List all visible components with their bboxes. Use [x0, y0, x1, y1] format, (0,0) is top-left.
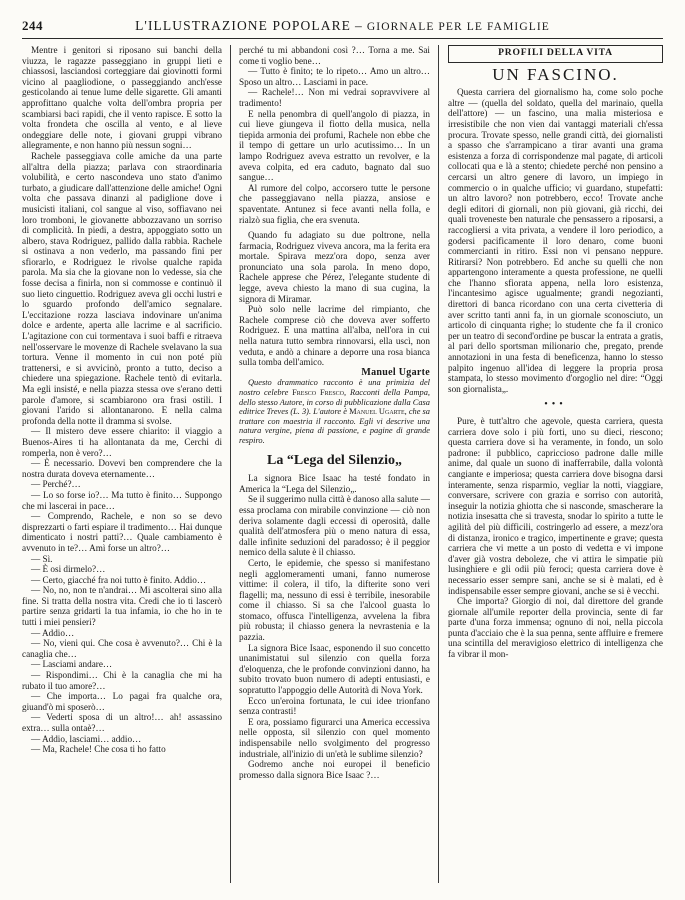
editor-note-part: , Racconti della Pampa, dello stesso Autore, in corso di pubblicazione dalla Casa editrice Treves (L. 3). L'autore è — [239, 388, 430, 417]
paragraph: — Addio, lasciami… addio… — [31, 733, 142, 744]
paragraph: Può solo nelle lacrime del rimpianto, che Rachele comprese ciò che doveva aver sofferto Rodriguez. E una mattina all'alba, nell'ora in cui nella natura tutto sembra rinnovarsi, ella uscì, non veduta, e andò a chinare a deporre una rosa bianca sulla tomba dell'amico. — [239, 304, 430, 368]
paragraph: — Perché?… — [31, 479, 81, 490]
page-number: 244 — [22, 18, 43, 33]
column-three — [438, 45, 663, 883]
paragraph: — Tutto è finito; te lo ripeto… Amo un altro… Sposo un altro… Lasciami in pace. — [239, 66, 430, 87]
paragraph: Certo, le epidemie, che spesso si manifestano negli agglomeramenti umani, fanno numerose vittime: il colera, il tifo, la difterite sono veri flagelli; ma, nessuno di essi è terribile, inesorabile come il chiasso. Si sa che l'alcool guasta lo stomaco, offusca l'intelligenza, avvelena la fibra più robusta; il chiasso genera la nevrastenia e la pazzia. — [239, 557, 430, 643]
editor-note — [239, 378, 430, 445]
paragraph: Pure, è tutt'altro che agevole, questa carriera, questa carriera dove solo i più forti, uno su dieci, riescono; questa carriera dove si ha veramente, in fondo, un solo padrone: il pubblico, capriccioso padrone dalle mille anime, dal quale un suono di inafferrabile, dalla volontà cangiante e imperiosa; questa carriera dove bisogna darsi interamente, senza risparmio, vegliar la notti, viaggiare, conversare, scrivere con grazia e sorriso con autorità, inseguir la notizia ghiotta che si nasconde, smascherare la notizia insesatta che si travesta, snodar lo spirito a tutte le agilità del più difficili, costringerlo ad essere, a mezz'ora di distanza, ironico e tragico, impertinente e grave; questa carriera che vi mette a un posto di vedetta e vi impone d'aver già vostra deboleze, che vi attira le simpatie più lusinghiere e gli odii più feroci; questa carriera dove è necessario esser sempre sani, anche se si è malati, ed è indispensabile esser sempre giovani, anche se si è vecchi. — [448, 416, 663, 596]
paragraph: — No, no, non te n'andrai… Mi ascolterai sino alla fine. Si tratta della nostra vita. Credi che io ti lascerò partire senza gridarti la tua infamia, io che ho in te tutti i miei pensieri? — [22, 585, 222, 628]
paragraph: — Certo, giacché fra noi tutto è finito. Addio… — [31, 574, 207, 585]
publication-name: L'ILLUSTRAZIONE POPOLARE — [135, 18, 352, 33]
paragraph: — Lo so forse io?… Ma tutto è finito… Suppongo che mi lascerai in pace… — [22, 489, 222, 511]
paragraph: Godremo anche noi europei il beneficio promesso dalla signora Bice Isaac ?… — [239, 759, 430, 780]
paragraph: — Comprendo, Rachele, e non so se devo disprezzarti o farti espiare il tradimento… Hai dunque dimenticato i nostri patti?… Quale cambiamento è avvenuto in te?… Amì forse un altro?… — [22, 511, 222, 553]
title-separator: – — [355, 18, 363, 33]
page-title: UN FASCINO. — [492, 64, 619, 84]
paragraph: — No, vieni qui. Che cosa è avvenuto?… Chi è la canaglia che… — [22, 638, 222, 659]
paragraph: — Vederti sposa di un altro!… ah! assassino extra… sulla ontaè?… — [22, 712, 222, 733]
publication-title — [82, 18, 603, 34]
paragraph: E nella penombra di quell'angolo di piazza, in cui lieve giungeva il fiotto della musica, nella tiepida armonia dei profumi, Rachele non ebbe che il tempo di gettare un urlo acutissimo… In un lampo Rodriguez aveva estratto un revolver, e la aveva colpita, ed era caduto, bagnato dal suo sangue… — [239, 108, 430, 183]
article-byline: Manuel Ugarte — [361, 366, 430, 378]
paragraph: — Che importa… Lo pagai fra qualche ora, giuand'ò mi sposerò… — [22, 691, 222, 712]
paragraph: Mentre i genitori si riposano sui banchi della viuzza, le ragazze passeggiano in gruppi lieti e chiassosi, lasciandosi corteggiare dai giovinotti formi vicino al paagliodione, o passeggiando anch'esse gesticolando ai tenue lume delle sigarette. Gli amanti approfittano qualche volta dell'ombra propria per scambiarsi baci rapidi, che il vento rapisce. E sotto la volta frondeta che oscilla al vento, e al lieve ondeggiare delle note, i giovani gruppi vibrano allegramente, e non hanno più nessun sogni… — [22, 45, 222, 151]
column-one — [22, 45, 230, 883]
section-divider-dots: ••• — [544, 399, 567, 411]
paragraph: La signora Bice Isaac, esponendo il suo concetto unanimistatui sul silenzio con quella forza d'eloquenza, che le profonde convinzioni danno, ha subito trovato buon numero di adepti entusiasti, e sopratutto l'appoggio delle Autorità di Nova York. — [239, 642, 430, 696]
paragraph: — È necessario. Dovevi ben comprendere che la nostra durata doveva eternamente… — [22, 458, 222, 479]
paragraph: Questa carriera del giornalismo ha, come solo poche altre — (quella del soldato, quella del marinaio, quella dell'attore) — un fascino, una malia misteriosa e irresistibile che non vien dai vantaggi materiali ch'essa procura. Trovate spesso, nelle grandi città, dei giornalisti a spasso che s'arrampicano a tirar avanti una grama esistenza a forza di corrispondenze mal pagate, di articoli collocati qua e là a stento; chiedete perché non pensino a cercarsi un altro genere di lavoro, un impiego in commercio o in qualche ufficio; vi guardano, stupefatti: un altro lavoro? non potrebbero, ecco! Trovate anche degli editori di giornali, non più giovani, già ricchi, dei quali troveneste ben naturale che pensassero a riposarsi, a raccogliersi a vita privata, a vendere il loro periodico, a godersi pacificamente il loro denaro, come buoni commercianti in ritiro. Essi non vi pensano neppure. Ritirarsi? Non potrebbero. Ed anche su quelli che non appartengono interamente a questa professione, ne quelli che l'hanno sfiorata appena, nella loro esistenza, l'incantesimo agisce ugualmente; grandi negozianti, direttori di banca ricordano con una certa civetteria di aver scritto tanti anni fa, in un giornale sconosciuto, un articolo di cinquanta righe; lo studente che fa il cronico per un teatro di second'ordine pe buscar la entrata a gratis, al pari dello sportsman milionario che, pregato, prende annotazioni in una festa di beneficenza, hanno lo stesso palpito ingenuo all'idea di leggere la propria prosa stampata, lo stesso movimento d'orgoglio nel dire: “Oggi son giornalista„. — [448, 87, 663, 394]
editor-note-part: Questo drammatico racconto è una primizia del nostro celebre — [239, 378, 430, 397]
column-container — [22, 45, 663, 883]
section-header-profili: PROFILI DELLA VITA — [448, 45, 663, 63]
paragraph: — Ma, Rachele! Che cosa ti ho fatto — [31, 744, 166, 755]
paragraph: — Sì. — [31, 553, 53, 564]
publication-subtitle: GIORNALE PER LE FAMIGLIE — [366, 21, 550, 33]
paragraph: — Rispondimi… Chi è la canaglia che mi ha rubato il tuo amore?… — [22, 670, 222, 691]
paragraph: — Lasciami andare… — [31, 659, 113, 670]
paragraph: E ora, possiamo figurarci una America eccessiva nelle opposta, sil silenzio con quel momento indispensabile nello svolgimento del progresso industriale, all'inizio di un'età le sublime silenzio? — [239, 716, 430, 759]
paragraph: La signora Bice Isaac ha testé fondato in America la “Lega del Silenzio„. — [239, 473, 430, 494]
paragraph: Quando fu adagiato su due poltrone, nella farmacia, Rodriguez viveva ancora, ma la ferita era mortale. Spirava mezz'ora dopo, senza aver pronunciato una sola parola. In meno dopo, Rachele apprese che Pérez, l'elegante studente di legge, aveva chiesto la mano di sua cugina, la signora di Miramar. — [239, 230, 430, 304]
paragraph: — Rachele!… Non mi vedrai sopravvivere al tradimento! — [239, 87, 430, 108]
paragraph: perché tu mi abbandoni così ?… Torna a me. Sai come ti voglio bene… — [239, 45, 430, 66]
paragraph: — È osi dirmelo?… — [31, 564, 106, 575]
paragraph: Rachele passeggiava colle amiche da una parte all'altra della piazza; parlava con straordinaria volubilità, e certo nascondeva uno stato d'animo turbato, a giudicare dall'attenzione delle amiche! Ogni volta che passava dinanzi al padiglione dove i musicisti italiani, col sangue al viso, soffiavano nei loro tromboni, le giovanette abbozzavano un sorriso di complicità. In piedi, a destra, appoggiato sotto un albero, stava Rodriguez, pallido dalla rabbia. Rachele si ostinava a non vederlo, ma passando fini per sfiorarlo, e Rodriguez le rivolse qualche rapida parola. Ma sia che la giovane non lo vedesse, sia che fosse decisa a finirla, non si commosse e continuò il suo lieto cinguettio. Rodriguez aveva gli occhi lustri e lo sguardo profondo dell'amico segnalare. L'eccitazione rozza lasciava indovinare un'anima dolce e ardente, aperta alle lacrime e al sacrificio. L'agitazione con cui tormentava i suoi baffi e ritraeva nell'osservare le movenze di Rachele svelavano la sua tortura. Venne il momento in cui non poté più trattenersi, e si avvicinò, pronto a tutto, deciso a chiedere una spiegazione. Rachele tentò di evitarla. Ma egli insisté, e nella piazza stessa ove s'erano detti parole d'amore, si scambiarono ora frasi ostili. I giovani l'arido si allontanarono. E nella calma profonda della notte il dramma si svolse. — [22, 150, 222, 426]
editor-note-author: Manuel Ugarte — [349, 407, 405, 417]
editor-note-part: , che sa trattare con maestria il racconto. Egli vi descrive una natura vergine, piena di passione, e pagine di grande respiro. — [239, 407, 430, 445]
paragraph: — Addio… — [31, 627, 75, 638]
story-title: La “Lega del Silenzio„ — [267, 452, 402, 468]
paragraph: — Il mistero deve essere chiarito: il viaggio a Buenos-Aires ti ha allontanata da me, Cerchi di romperla, non è vero?… — [22, 426, 222, 458]
masthead — [22, 18, 663, 39]
paragraph: Ecco un'eroina fortunata, le cui idee trionfano senza contrasti! — [239, 695, 430, 717]
column-two — [230, 45, 438, 883]
paragraph: Se il suggerimo nulla città è danoso alla salute — essa proclama con mirabile convinzione — ciò non deriva solamente dagli eccessi di operosità, dalle qualità dell'atmosfera più o meno natura di essa, dalle infinite seduzioni del paradosso; è il peggior nemico della salute è il chiasso. — [239, 494, 430, 558]
editor-note-work-title: Fresco Fresco — [292, 388, 344, 397]
paragraph: Al rumore del colpo, accorsero tutte le persone che passeggiavano nella piazza, ansiose e spaventate. Antunez si fece avanti nella folla, e rialzò sua figlia, che era svenuta. — [239, 182, 430, 225]
paragraph: Che importa? Giorgio di noi, dal direttore del grande giornale all'umile reporter della provincia, sente di far parte d'una forza immensa; ognuno di noi, nella piccola punta d'acciaio che è la sua penna, sente affluire e fremere una scintilla del meravigioso elettrico di intelligenza che fa vibrar il mon- — [448, 596, 663, 660]
